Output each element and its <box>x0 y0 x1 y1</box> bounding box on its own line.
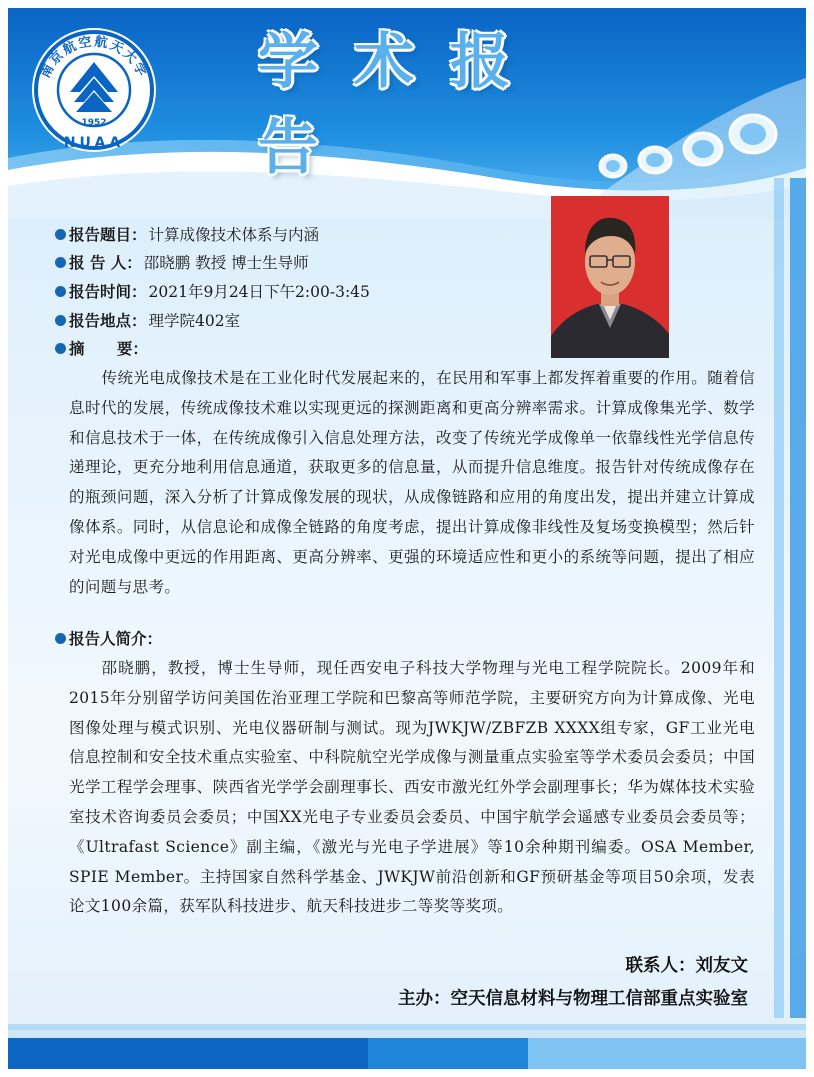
decorative-rings <box>8 8 806 218</box>
abstract-label: 摘 要： <box>69 340 148 358</box>
poster <box>8 8 806 1069</box>
topic-value: 计算成像技术体系与内涵 <box>148 226 320 244</box>
bio-heading <box>55 626 162 650</box>
logo-year: 1952 <box>81 118 107 128</box>
page-title: 学术报 <box>258 27 546 97</box>
time-value: 2021年9月24日下午2:00-3:45 <box>148 283 370 301</box>
speaker-label: 报 告 人： <box>69 254 142 272</box>
footer-decoration <box>8 1014 806 1069</box>
speaker-value: 邵晓鹏 教授 博士生导师 <box>143 254 309 272</box>
place-value: 理学院402室 <box>148 312 241 330</box>
bullet-icon <box>55 257 66 268</box>
speaker-photo <box>551 196 669 358</box>
time-label: 报告时间： <box>69 283 147 301</box>
right-edge-band <box>760 178 806 1018</box>
bio-label: 报告人简介： <box>69 630 163 648</box>
topic-row <box>55 222 319 246</box>
contact-person: 联系人：刘友文 <box>625 956 748 976</box>
time-row <box>55 279 370 303</box>
place-row <box>55 308 240 332</box>
logo-abbr: NUAA <box>63 135 125 151</box>
bullet-icon <box>55 343 66 354</box>
organizer: 主办：空天信息材料与物理工信部重点实验室 <box>398 989 748 1009</box>
topic-label: 报告题目： <box>69 226 147 244</box>
abstract-text: 传统光电成像技术是在工业化时代发展起来的，在民用和军事上都发挥着重要的作用。随着信息时代的发展，传统成像技术难以实现更远的探测距离和更高分辨率需求。计算成像集光学、数学和信息技术于一体，在传统成像引入信息处理方法，改变了传统光学成像单一依靠线性光学信息传递理论，更充分地利用信息通道，获取更多的信息量，从而提升信息维度。报告针对传统成像存在的瓶颈问题，深入分析了计算成像发展的现状，从成像链路和应用的角度出发，提出并建立计算成像体系。同时，从信息论和成像全链路的角度考虑，提出计算成像非线性及复场变换模型；然后针对光电成像中更远的作用距离、更高分辨率、更强的环境适应性和更小的系统等问题，提出了相应的问题与思考。 <box>69 369 755 596</box>
bullet-icon <box>55 315 66 326</box>
speaker-row <box>55 250 309 274</box>
place-label: 报告地点： <box>69 312 147 330</box>
abstract-heading <box>55 336 148 360</box>
bio-text: 邵晓鹏，教授，博士生导师，现任西安电子科技大学物理与光电工程学院院长。2009年和2015年分别留学访问美国佐治亚理工学院和巴黎高等师范学院，主要研究方向为计算成像、光电图像处理与模式识别、光电仪器研制与测试。现为JWKJW/ZBFZB XXXX组专家，GF工业光电信息控制和安全技术重点实验室、中科院航空光学成像与测量重点实验室等学术委员会委员；中国光学工程学会理事、陕西省光学学会副理事长、西安市激光红外学会副理事长；华为媒体技术实验室技术咨询委员会委员；中国XX光电子专业委员会委员、中国宇航学会遥感专业委员会委员等；《Ultrafast Science》副主编，《激光与光电子学进展》等10余种期刊编委。OSA Member, SPIE Member。主持国家自然科学基金、JWKJW前沿创新和GF预研基金等项目50余项，发表论文100余篇，获军队科技进步、航天科技进步二等奖等奖项。 <box>69 659 755 916</box>
bullet-icon <box>55 633 66 644</box>
bullet-icon <box>55 286 66 297</box>
bullet-icon <box>55 229 66 240</box>
logo-arc-text: 南京航空航天大学 <box>38 34 150 81</box>
